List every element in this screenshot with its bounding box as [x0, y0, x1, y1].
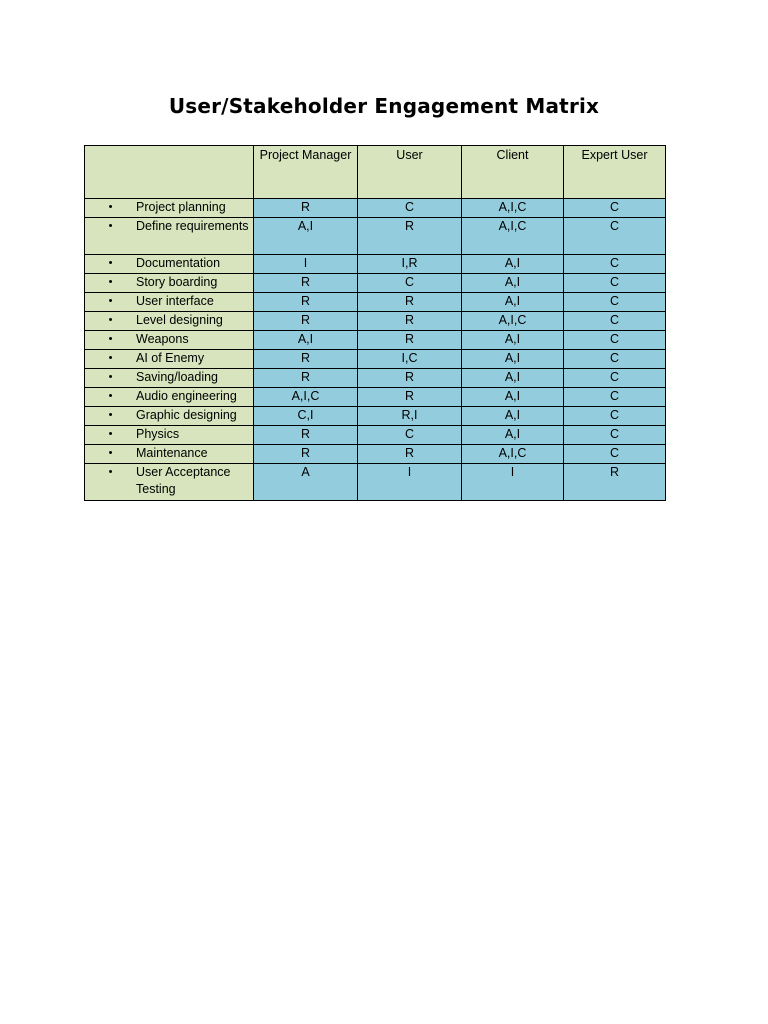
bullet-icon: •	[108, 295, 113, 307]
table-row	[85, 407, 666, 426]
column-header-client: Client	[462, 146, 564, 199]
column-header-user: User	[358, 146, 462, 199]
value-cell-user: R	[358, 388, 462, 407]
bullet-icon: •	[108, 220, 113, 232]
task-cell	[85, 350, 254, 369]
task-label: Story boarding	[136, 275, 218, 289]
table-row	[85, 331, 666, 350]
value-cell-client: A,I	[462, 255, 564, 274]
bullet-icon: •	[108, 333, 113, 345]
value-cell-expert-user: C	[564, 331, 666, 350]
value-cell-project-manager: R	[254, 369, 358, 388]
column-header-project-manager: Project Manager	[254, 146, 358, 199]
bullet-icon: •	[108, 201, 113, 213]
task-label: User Acceptance Testing	[136, 465, 231, 496]
value-cell-client: A,I,C	[462, 199, 564, 218]
table-row	[85, 350, 666, 369]
task-cell	[85, 312, 254, 331]
value-cell-project-manager: R	[254, 445, 358, 464]
table-row	[85, 218, 666, 255]
value-cell-user: C	[358, 426, 462, 445]
value-cell-expert-user: C	[564, 369, 666, 388]
task-cell	[85, 426, 254, 445]
value-cell-client: A,I	[462, 369, 564, 388]
header-row	[85, 146, 666, 199]
value-cell-expert-user: C	[564, 426, 666, 445]
value-cell-expert-user: C	[564, 388, 666, 407]
bullet-icon: •	[108, 409, 113, 421]
value-cell-user: C	[358, 274, 462, 293]
value-cell-client: A,I	[462, 293, 564, 312]
value-cell-client: I	[462, 464, 564, 501]
value-cell-expert-user: R	[564, 464, 666, 501]
value-cell-user: R	[358, 331, 462, 350]
task-label: Weapons	[136, 332, 189, 346]
task-list-item	[85, 464, 253, 498]
bullet-icon: •	[108, 390, 113, 402]
table-row	[85, 293, 666, 312]
task-label: Audio engineering	[136, 389, 237, 403]
task-cell	[85, 218, 254, 255]
value-cell-project-manager: A,I	[254, 331, 358, 350]
value-cell-expert-user: C	[564, 293, 666, 312]
bullet-icon: •	[108, 314, 113, 326]
task-cell	[85, 369, 254, 388]
task-list-item	[85, 218, 253, 235]
task-cell	[85, 464, 254, 501]
task-cell	[85, 199, 254, 218]
value-cell-client: A,I	[462, 426, 564, 445]
task-cell	[85, 274, 254, 293]
task-list-item	[85, 369, 253, 386]
value-cell-user: I,C	[358, 350, 462, 369]
bullet-icon: •	[108, 352, 113, 364]
task-cell	[85, 331, 254, 350]
value-cell-expert-user: C	[564, 312, 666, 331]
engagement-matrix-table	[84, 145, 666, 501]
task-list-item	[85, 293, 253, 310]
value-cell-user: R	[358, 445, 462, 464]
table-row	[85, 388, 666, 407]
table-row	[85, 426, 666, 445]
value-cell-project-manager: R	[254, 199, 358, 218]
value-cell-user: C	[358, 199, 462, 218]
value-cell-user: R	[358, 293, 462, 312]
table-header	[85, 146, 666, 199]
task-label: Saving/loading	[136, 370, 219, 384]
table-row	[85, 445, 666, 464]
value-cell-user: R	[358, 218, 462, 255]
table-body	[85, 199, 666, 501]
task-label: User interface	[136, 294, 214, 308]
task-list-item	[85, 388, 253, 405]
value-cell-expert-user: C	[564, 274, 666, 293]
value-cell-expert-user: C	[564, 407, 666, 426]
value-cell-project-manager: R	[254, 274, 358, 293]
bullet-icon: •	[108, 257, 113, 269]
value-cell-client: A,I,C	[462, 218, 564, 255]
bullet-icon: •	[108, 428, 113, 440]
value-cell-client: A,I	[462, 350, 564, 369]
table-row	[85, 255, 666, 274]
task-list-item	[85, 350, 253, 367]
value-cell-expert-user: C	[564, 350, 666, 369]
bullet-icon: •	[108, 466, 113, 478]
value-cell-client: A,I	[462, 407, 564, 426]
task-label: AI of Enemy	[136, 351, 205, 365]
value-cell-expert-user: C	[564, 199, 666, 218]
task-list-item	[85, 426, 253, 443]
value-cell-project-manager: R	[254, 426, 358, 445]
task-cell	[85, 407, 254, 426]
task-label: Documentation	[136, 256, 221, 270]
value-cell-user: I	[358, 464, 462, 501]
task-list-item	[85, 312, 253, 329]
value-cell-expert-user: C	[564, 445, 666, 464]
table-row	[85, 464, 666, 501]
task-cell	[85, 445, 254, 464]
task-label: Define requirements	[136, 219, 249, 233]
task-list-item	[85, 407, 253, 424]
task-list-item	[85, 331, 253, 348]
value-cell-expert-user: C	[564, 255, 666, 274]
value-cell-project-manager: A	[254, 464, 358, 501]
task-label: Graphic designing	[136, 408, 237, 422]
value-cell-client: A,I	[462, 274, 564, 293]
table-row	[85, 312, 666, 331]
task-cell	[85, 388, 254, 407]
value-cell-project-manager: R	[254, 350, 358, 369]
value-cell-client: A,I	[462, 388, 564, 407]
header-corner-cell	[85, 146, 254, 199]
task-label: Level designing	[136, 313, 223, 327]
task-list-item	[85, 274, 253, 291]
value-cell-expert-user: C	[564, 218, 666, 255]
value-cell-project-manager: A,I,C	[254, 388, 358, 407]
value-cell-user: R,I	[358, 407, 462, 426]
table-row	[85, 274, 666, 293]
value-cell-project-manager: R	[254, 312, 358, 331]
task-label: Physics	[136, 427, 180, 441]
task-list-item	[85, 199, 253, 216]
bullet-icon: •	[108, 371, 113, 383]
task-cell	[85, 293, 254, 312]
value-cell-project-manager: C,I	[254, 407, 358, 426]
column-header-expert-user: Expert User	[564, 146, 666, 199]
bullet-icon: •	[108, 276, 113, 288]
task-list-item	[85, 445, 253, 462]
value-cell-user: R	[358, 369, 462, 388]
task-label: Project planning	[136, 200, 226, 214]
value-cell-project-manager: A,I	[254, 218, 358, 255]
value-cell-client: A,I,C	[462, 445, 564, 464]
bullet-icon: •	[108, 447, 113, 459]
value-cell-client: A,I	[462, 331, 564, 350]
table-row	[85, 369, 666, 388]
task-label: Maintenance	[136, 446, 208, 460]
table-row	[85, 199, 666, 218]
value-cell-project-manager: R	[254, 293, 358, 312]
task-cell	[85, 255, 254, 274]
page-title: User/Stakeholder Engagement Matrix	[168, 94, 600, 118]
task-list-item	[85, 255, 253, 272]
value-cell-user: R	[358, 312, 462, 331]
value-cell-client: A,I,C	[462, 312, 564, 331]
value-cell-user: I,R	[358, 255, 462, 274]
value-cell-project-manager: I	[254, 255, 358, 274]
